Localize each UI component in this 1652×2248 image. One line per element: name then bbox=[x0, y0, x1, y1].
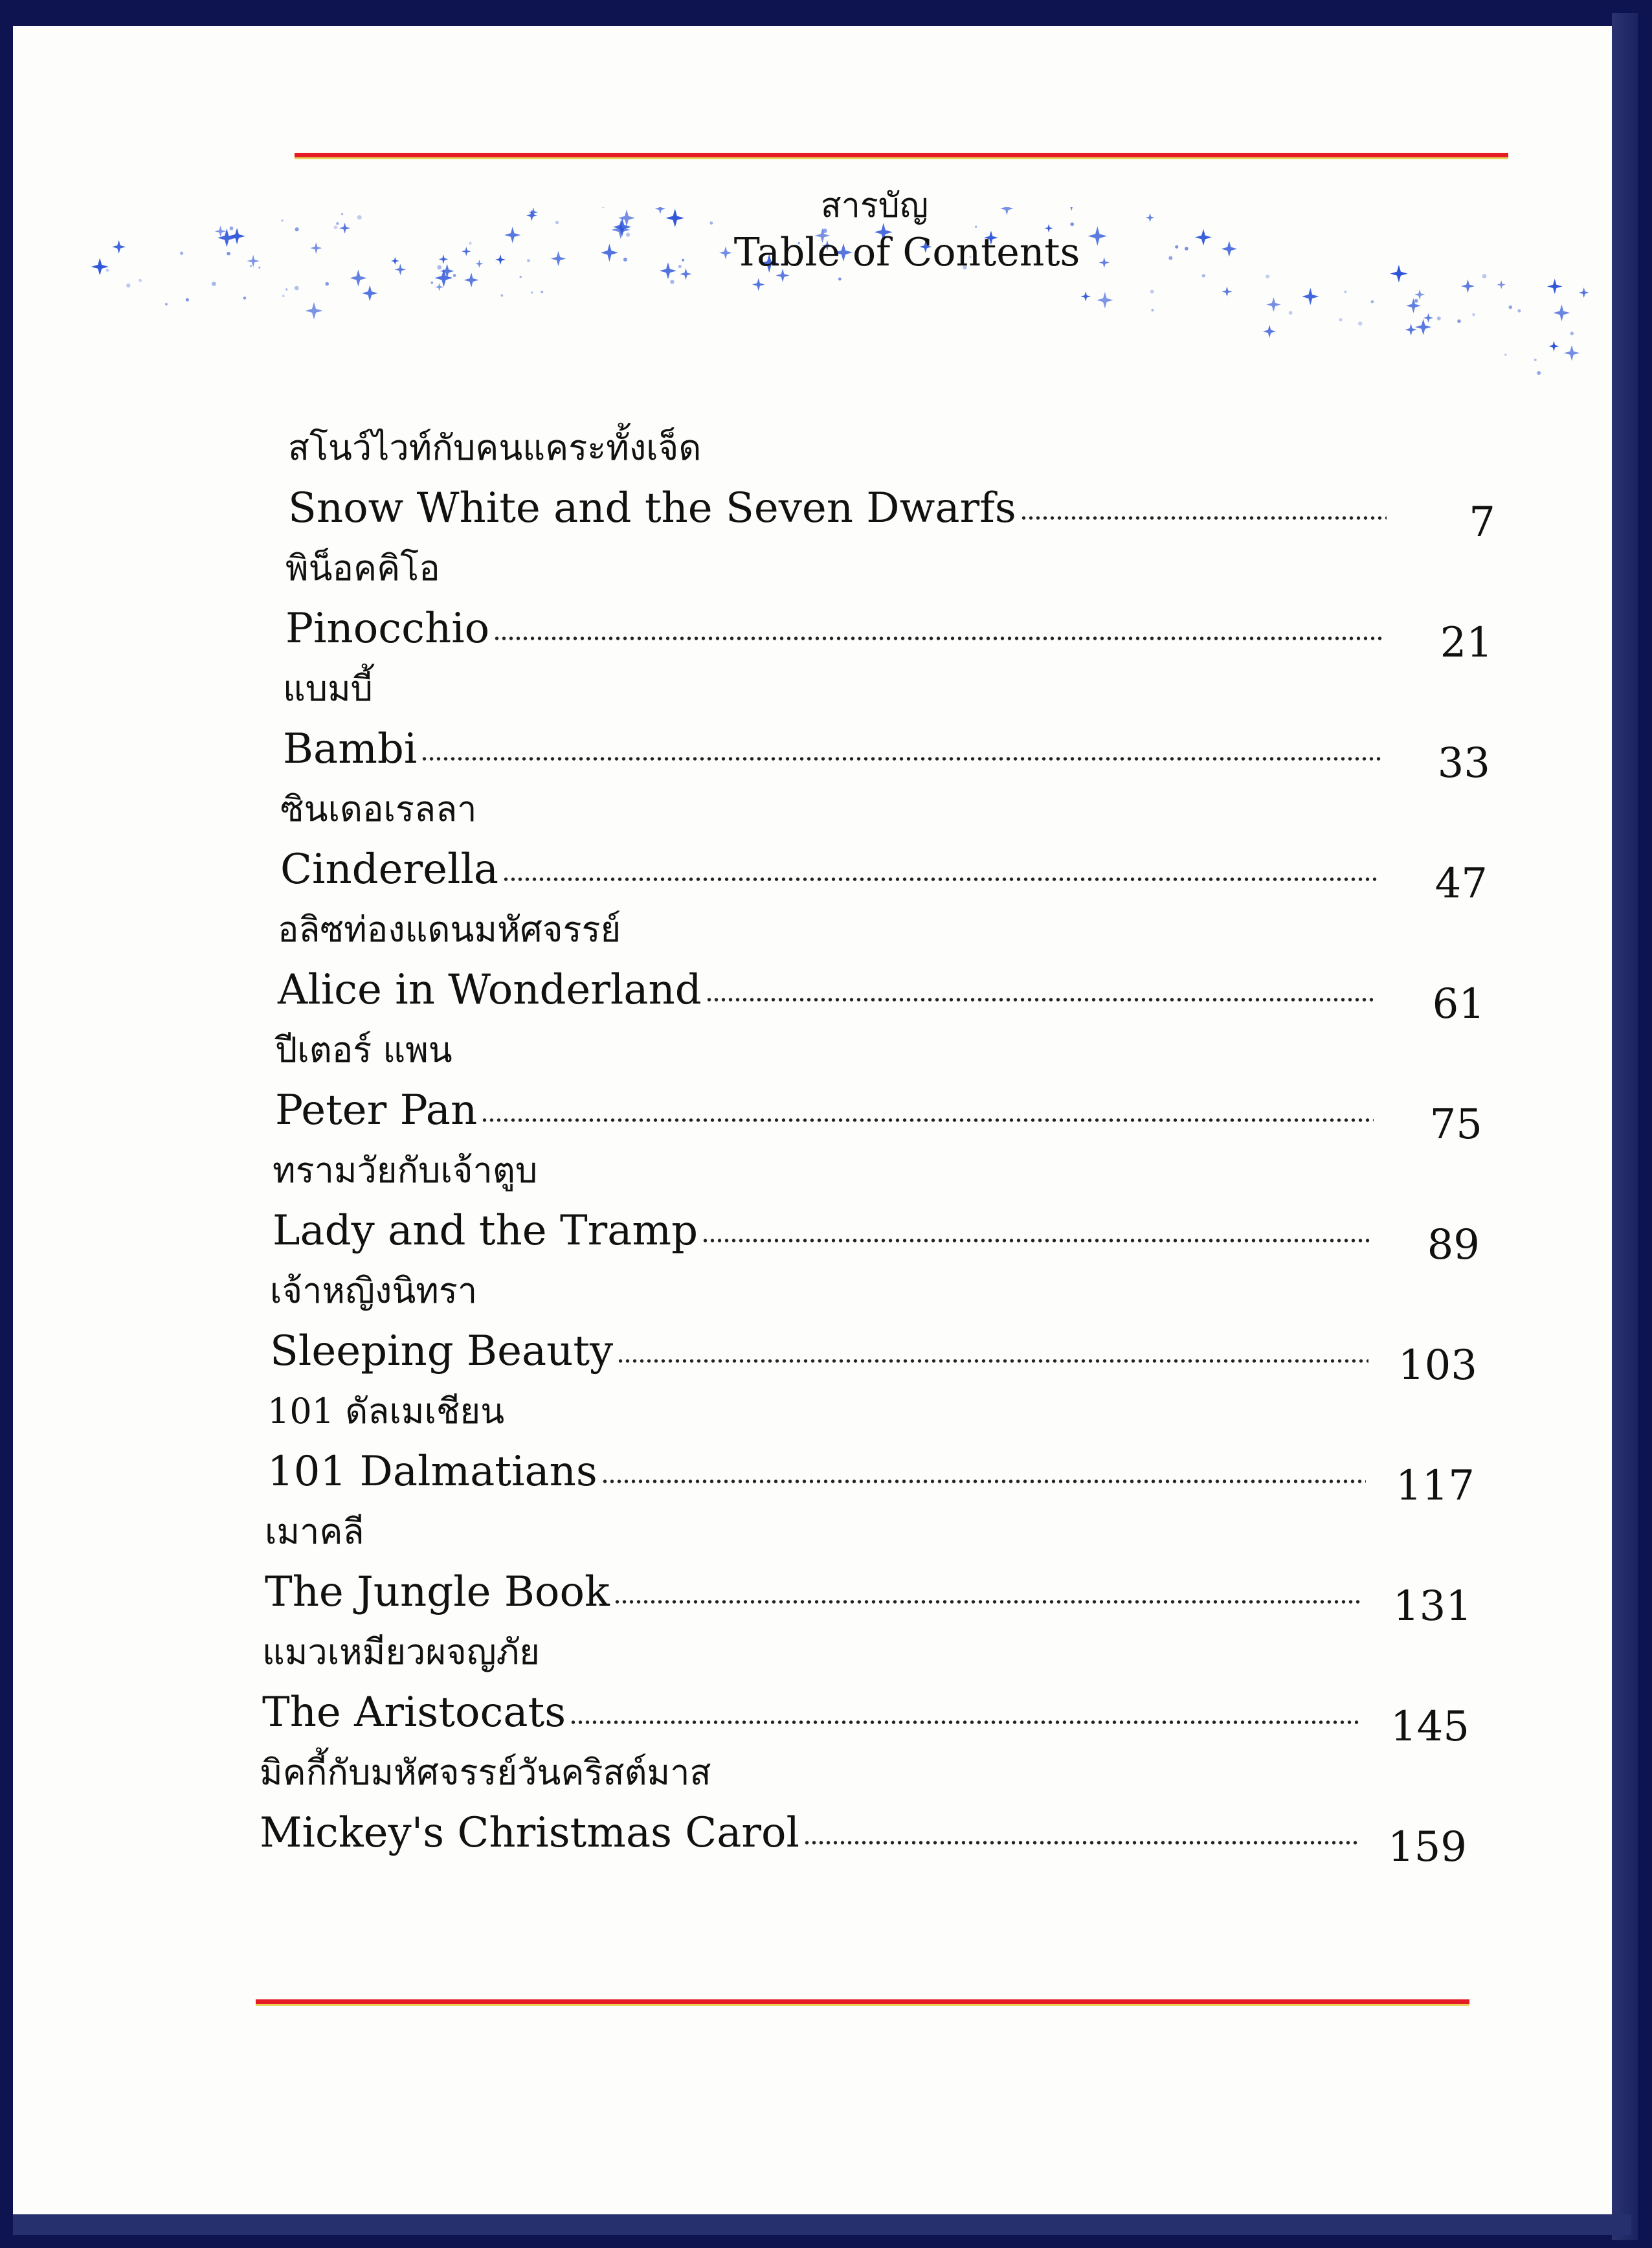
sparkle-dot bbox=[325, 282, 329, 286]
sparkle-dot bbox=[1150, 290, 1154, 294]
dot-leader bbox=[702, 1237, 1371, 1244]
entry-page-number: 47 bbox=[1434, 860, 1488, 908]
sparkle-dot bbox=[670, 280, 674, 284]
entry-page-number: 7 bbox=[1469, 499, 1495, 546]
entry-thai-title: ซินเดอเรลลา bbox=[280, 789, 477, 829]
entry-page-number: 131 bbox=[1392, 1582, 1472, 1630]
sparkle-dot bbox=[520, 276, 522, 278]
toc-entry[interactable] bbox=[273, 1150, 1480, 1269]
toc-heading-english: Table of Contents bbox=[733, 230, 1080, 275]
entry-english-title: Sleeping Beauty bbox=[270, 1327, 614, 1375]
sparkle-dot bbox=[1457, 319, 1461, 323]
star-icon bbox=[1080, 291, 1091, 302]
sparkle-dot bbox=[285, 288, 287, 290]
sparkle-dot bbox=[838, 278, 842, 281]
sparkle-dot bbox=[531, 291, 533, 293]
sparkle-dot bbox=[1358, 321, 1363, 326]
entry-english-title: Alice in Wonderland bbox=[278, 966, 702, 1014]
dot-leader bbox=[570, 1719, 1361, 1725]
cover-edge-bottom bbox=[13, 2214, 1631, 2235]
star-icon bbox=[1263, 325, 1276, 338]
toc-entry[interactable] bbox=[288, 427, 1495, 546]
star-icon bbox=[1461, 279, 1475, 293]
star-icon bbox=[435, 283, 443, 291]
sparkle-dot bbox=[1509, 306, 1513, 309]
toc-entry[interactable] bbox=[278, 909, 1485, 1028]
entry-thai-title: อลิซท่องแดนมหัศจรรย์ bbox=[278, 909, 621, 950]
sparkle-dot bbox=[186, 298, 189, 301]
star-icon bbox=[1564, 345, 1579, 361]
entry-thai-title: พิน็อคคิโอ bbox=[285, 548, 440, 589]
entry-thai-title: ทรามวัยกับเจ้าตูบ bbox=[273, 1150, 538, 1191]
dot-leader bbox=[706, 996, 1376, 1003]
dot-leader bbox=[502, 876, 1379, 882]
bottom-divider-rule bbox=[256, 1999, 1469, 2006]
entry-english-title: Snow White and the Seven Dwarfs bbox=[288, 484, 1016, 532]
star-icon bbox=[1405, 324, 1417, 336]
entry-page-number: 75 bbox=[1429, 1101, 1482, 1149]
toc-entry[interactable] bbox=[262, 1632, 1469, 1751]
sparkle-dot bbox=[1414, 299, 1418, 303]
dot-leader bbox=[421, 756, 1381, 762]
star-icon bbox=[1406, 298, 1421, 313]
dot-leader bbox=[481, 1117, 1374, 1123]
sparkle-dot bbox=[1437, 317, 1441, 320]
sparkle-dot bbox=[126, 284, 130, 287]
star-icon bbox=[752, 278, 765, 291]
entry-page-number: 33 bbox=[1437, 739, 1490, 787]
sparkle-dot bbox=[1344, 291, 1346, 293]
sparkle-dot bbox=[1371, 300, 1374, 304]
entry-thai-title: มิคกี้กับมหัศจรรย์วันคริสต์มาส bbox=[260, 1752, 711, 1793]
sparkle-dot bbox=[500, 294, 503, 297]
sparkle-dot bbox=[1534, 359, 1537, 361]
sparkle-dot bbox=[1151, 309, 1154, 311]
entry-thai-title: 101 ดัลเมเชียน bbox=[267, 1391, 505, 1432]
star-icon bbox=[1553, 304, 1570, 321]
toc-entry[interactable] bbox=[283, 668, 1490, 787]
star-icon bbox=[1547, 279, 1562, 294]
toc-entry[interactable] bbox=[280, 789, 1488, 908]
star-icon bbox=[306, 302, 323, 320]
sparkle-dot bbox=[1339, 318, 1342, 321]
star-icon bbox=[1497, 280, 1505, 289]
entry-english-title: The Aristocats bbox=[262, 1689, 566, 1737]
toc-entry[interactable] bbox=[285, 548, 1493, 667]
star-icon bbox=[1423, 313, 1433, 323]
entry-thai-title: แบมบี้ bbox=[283, 668, 373, 709]
star-icon bbox=[1415, 319, 1431, 335]
entry-english-title: Peter Pan bbox=[275, 1086, 478, 1134]
entry-english-title: Lady and the Tramp bbox=[273, 1207, 698, 1255]
toc-entry[interactable] bbox=[270, 1270, 1477, 1389]
entry-thai-title: แมวเหมียวผจญภัย bbox=[262, 1632, 540, 1672]
entry-page-number: 159 bbox=[1387, 1823, 1467, 1871]
toc-entry[interactable] bbox=[260, 1752, 1467, 1871]
sparkle-dot bbox=[1472, 313, 1475, 317]
sparkle-dot bbox=[1289, 311, 1293, 315]
entry-thai-title: เจ้าหญิงนิทรา bbox=[270, 1270, 478, 1311]
star-icon bbox=[362, 286, 378, 302]
toc-entry[interactable] bbox=[267, 1391, 1475, 1510]
toc-entry[interactable] bbox=[275, 1029, 1482, 1149]
sparkle-dot bbox=[212, 282, 216, 286]
dot-leader bbox=[617, 1358, 1368, 1364]
toc-entry[interactable] bbox=[265, 1511, 1472, 1630]
dot-leader bbox=[601, 1478, 1366, 1485]
star-icon bbox=[1414, 289, 1425, 300]
entry-english-title: Pinocchio bbox=[285, 605, 490, 653]
star-icon bbox=[1548, 341, 1559, 352]
entry-thai-title: สโนว์ไวท์กับคนแคระทั้งเจ็ด bbox=[288, 427, 702, 468]
star-icon bbox=[1579, 287, 1589, 298]
sparkle-dot bbox=[165, 303, 168, 306]
star-icon bbox=[1266, 297, 1281, 312]
sparkle-dot bbox=[1537, 371, 1541, 375]
top-divider-rule bbox=[295, 153, 1508, 159]
entry-page-number: 21 bbox=[1440, 619, 1493, 667]
sparkle-dot bbox=[1570, 332, 1574, 335]
toc-heading-thai: สารบัญ bbox=[820, 186, 929, 225]
entry-thai-title: เมาคลี bbox=[265, 1511, 364, 1552]
entry-english-title: Bambi bbox=[283, 725, 418, 773]
dot-leader bbox=[614, 1599, 1363, 1605]
entry-english-title: The Jungle Book bbox=[265, 1568, 610, 1616]
dot-leader bbox=[493, 635, 1384, 642]
entry-page-number: 103 bbox=[1398, 1342, 1477, 1389]
sparkle-dot bbox=[139, 279, 142, 282]
sparkle-dot bbox=[243, 297, 247, 300]
sparkle-dot bbox=[1517, 309, 1521, 313]
sparkle-dot bbox=[295, 286, 299, 291]
entry-english-title: Cinderella bbox=[280, 846, 499, 894]
sparkle-dot bbox=[1504, 354, 1506, 355]
sparkle-dot bbox=[430, 282, 433, 284]
entry-thai-title: ปีเตอร์ แพน bbox=[275, 1029, 452, 1070]
star-icon bbox=[1097, 292, 1113, 309]
dot-leader bbox=[803, 1839, 1358, 1846]
entry-page-number: 89 bbox=[1427, 1221, 1480, 1269]
entry-english-title: Mickey's Christmas Carol bbox=[260, 1809, 799, 1857]
entry-english-title: 101 Dalmatians bbox=[267, 1448, 597, 1496]
sparkle-dot bbox=[282, 295, 285, 297]
entry-page-number: 61 bbox=[1432, 980, 1485, 1028]
star-icon bbox=[1222, 286, 1232, 297]
dot-leader bbox=[1020, 515, 1387, 521]
entry-page-number: 145 bbox=[1390, 1703, 1469, 1751]
entry-page-number: 117 bbox=[1395, 1462, 1475, 1510]
star-icon bbox=[1302, 288, 1319, 306]
sparkle-dot bbox=[541, 291, 543, 293]
